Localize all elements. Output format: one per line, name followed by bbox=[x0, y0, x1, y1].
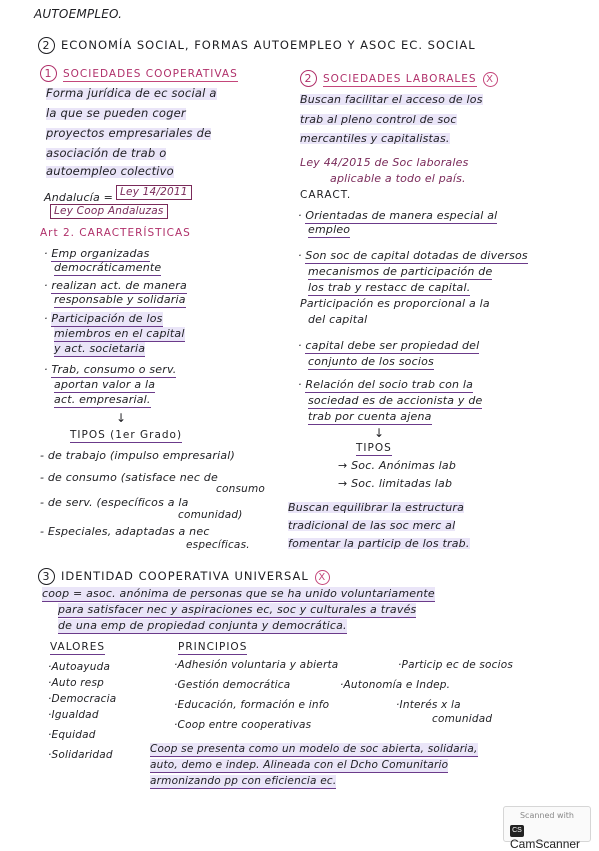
characteristic-item: · realizan act. de manera bbox=[44, 279, 187, 292]
labor-bullet: empleo bbox=[308, 223, 351, 236]
characteristic-item: aportan valor a la bbox=[54, 378, 156, 391]
characteristic-item: y act. societaria bbox=[54, 342, 146, 355]
labor-bullet: · Son soc de capital dotadas de diversos bbox=[298, 249, 528, 262]
section-2-number: 2 bbox=[38, 37, 55, 54]
camscanner-logo-icon: CS bbox=[510, 825, 524, 837]
down-arrow-icon: ↓ bbox=[374, 426, 385, 440]
valores-heading: VALORES bbox=[50, 641, 106, 653]
labor-closing-line: Buscan equilibrar la estructura bbox=[288, 501, 465, 514]
coop-definition-line: proyectos empresariales de bbox=[46, 126, 212, 140]
labor-bullet: · Orientadas de manera especial al bbox=[298, 209, 498, 222]
valor-item: ·Solidaridad bbox=[48, 749, 113, 761]
coop-definition-line: Forma jurídica de ec social a bbox=[46, 86, 217, 100]
labor-bullet: conjunto de los socios bbox=[308, 355, 434, 368]
coop-heading bbox=[40, 65, 238, 82]
section-3-heading bbox=[38, 568, 330, 585]
principios-heading: PRINCIPIOS bbox=[178, 641, 248, 653]
coop-tipo-item: consumo bbox=[216, 483, 266, 495]
page-header-title: AUTOEMPLEO. bbox=[34, 7, 123, 21]
valor-item: ·Autoayuda bbox=[48, 661, 111, 673]
section-3-number: 3 bbox=[38, 568, 55, 585]
coop-closing-line: armonizando pp con eficiencia ec. bbox=[150, 775, 337, 787]
law-line: Ley 14/2011 bbox=[120, 186, 188, 198]
labor-closing-line: tradicional de las soc merc al bbox=[288, 519, 456, 532]
labor-intro-line: trab al pleno control de soc bbox=[300, 113, 457, 126]
coop-tipo-item: - de consumo (satisface nec de bbox=[40, 471, 218, 484]
characteristic-item: democráticamente bbox=[54, 261, 162, 274]
valor-item: ·Igualdad bbox=[48, 709, 99, 721]
section-3-title: IDENTIDAD COOPERATIVA UNIVERSAL bbox=[61, 569, 309, 583]
characteristic-item: · Participación de los bbox=[44, 312, 163, 325]
important-mark-icon: X bbox=[483, 72, 498, 87]
labor-caract-label: CARACT. bbox=[300, 189, 352, 201]
principio-item: comunidad bbox=[432, 713, 493, 725]
coop-definition-line: asociación de trab o bbox=[46, 146, 167, 160]
characteristics-heading: Art 2. CARACTERÍSTICAS bbox=[40, 227, 191, 239]
labor-closing-line: fomentar la particip de los trab. bbox=[288, 537, 470, 550]
principio-item: ·Adhesión voluntaria y abierta bbox=[174, 659, 339, 671]
labor-tipo-item: → Soc. limitadas lab bbox=[338, 477, 453, 490]
labor-intro-line: mercantiles y capitalistas. bbox=[300, 132, 450, 145]
labor-intro-line: Buscan facilitar el acceso de los bbox=[300, 93, 483, 106]
characteristic-item: miembros en el capital bbox=[54, 327, 185, 340]
coop-tipo-item: comunidad) bbox=[178, 509, 243, 521]
coop-heading-label: SOCIEDADES COOPERATIVAS bbox=[63, 68, 238, 80]
coop-tipo-item: - Especiales, adaptadas a nec bbox=[40, 525, 210, 538]
camscanner-watermark bbox=[503, 806, 591, 851]
principio-item: ·Coop entre cooperativas bbox=[174, 719, 312, 731]
labor-tipos-heading: TIPOS bbox=[356, 442, 392, 454]
labor-bullet: mecanismos de participación de bbox=[308, 265, 493, 278]
coop-heading-number: 1 bbox=[40, 65, 57, 82]
coop-definition-line: autoempleo colectivo bbox=[46, 164, 174, 178]
labor-bullet: los trab y restacc de capital. bbox=[308, 281, 471, 294]
law-line: Ley Coop Andaluzas bbox=[54, 205, 164, 217]
principio-item: ·Gestión democrática bbox=[174, 679, 291, 691]
andalucia-law-box bbox=[50, 204, 168, 219]
labor-law-line: Ley 44/2015 de Soc laborales bbox=[300, 156, 469, 169]
valor-item: ·Democracia bbox=[48, 693, 117, 705]
principio-item: ·Interés x la bbox=[396, 699, 461, 711]
andalucia-label: Andalucía = bbox=[44, 191, 114, 204]
coop-tipo-item: - de serv. (específicos a la bbox=[40, 496, 189, 509]
coop-definition-line: la que se pueden coger bbox=[46, 106, 186, 120]
labor-bullet: · capital debe ser propiedad del bbox=[298, 339, 480, 352]
characteristic-item: responsable y solidaria bbox=[54, 293, 186, 306]
labor-bullet: del capital bbox=[308, 313, 368, 326]
labor-bullet: Participación es proporcional a la bbox=[300, 297, 490, 310]
principio-item: ·Educación, formación e info bbox=[174, 699, 330, 711]
labor-heading-number: 2 bbox=[300, 70, 317, 87]
coop-universal-definition: coop = asoc. anónima de personas que se ha unido voluntariamente bbox=[42, 587, 435, 600]
principio-item: ·Autonomía e Indep. bbox=[340, 679, 451, 691]
labor-law-line: aplicable a todo el país. bbox=[330, 172, 466, 185]
section-2-title: ECONOMÍA SOCIAL, FORMAS AUTOEMPLEO Y ASOC EC. SOCIAL bbox=[61, 38, 476, 52]
andalucia-law-box bbox=[116, 185, 192, 200]
coop-closing-line: Coop se presenta como un modelo de soc abierta, solidaria, bbox=[150, 743, 478, 755]
valor-item: ·Equidad bbox=[48, 729, 96, 741]
labor-heading bbox=[300, 70, 498, 87]
principio-item: ·Particip ec de socios bbox=[398, 659, 514, 671]
coop-universal-definition: para satisfacer nec y aspiraciones ec, soc y culturales a través bbox=[58, 603, 417, 616]
important-mark-icon: X bbox=[315, 570, 330, 585]
labor-tipo-item: → Soc. Anónimas lab bbox=[338, 459, 456, 472]
coop-universal-definition: de una emp de propiedad conjunta y democrática. bbox=[58, 619, 347, 632]
down-arrow-icon: ↓ bbox=[116, 411, 127, 425]
characteristic-item: act. empresarial. bbox=[54, 393, 151, 406]
watermark-brand: CSCamScanner bbox=[510, 826, 581, 851]
section-2-heading bbox=[38, 37, 476, 54]
labor-bullet: sociedad es de accionista y de bbox=[308, 394, 483, 407]
labor-bullet: trab por cuenta ajena bbox=[308, 410, 432, 423]
watermark-caption: Scanned with bbox=[519, 811, 575, 820]
labor-heading-label: SOCIEDADES LABORALES bbox=[323, 73, 477, 85]
coop-tipo-item: - de trabajo (impulso empresarial) bbox=[40, 449, 236, 462]
coop-tipo-item: específicas. bbox=[186, 539, 250, 551]
coop-tipos-heading: TIPOS (1er Grado) bbox=[70, 429, 183, 441]
coop-closing-line: auto, demo e indep. Alineada con el Dcho Comunitario bbox=[150, 759, 449, 771]
characteristic-item: · Emp organizadas bbox=[44, 247, 150, 260]
characteristic-item: · Trab, consumo o serv. bbox=[44, 363, 177, 376]
labor-bullet: · Relación del socio trab con la bbox=[298, 378, 474, 391]
valor-item: ·Auto resp bbox=[48, 677, 104, 689]
